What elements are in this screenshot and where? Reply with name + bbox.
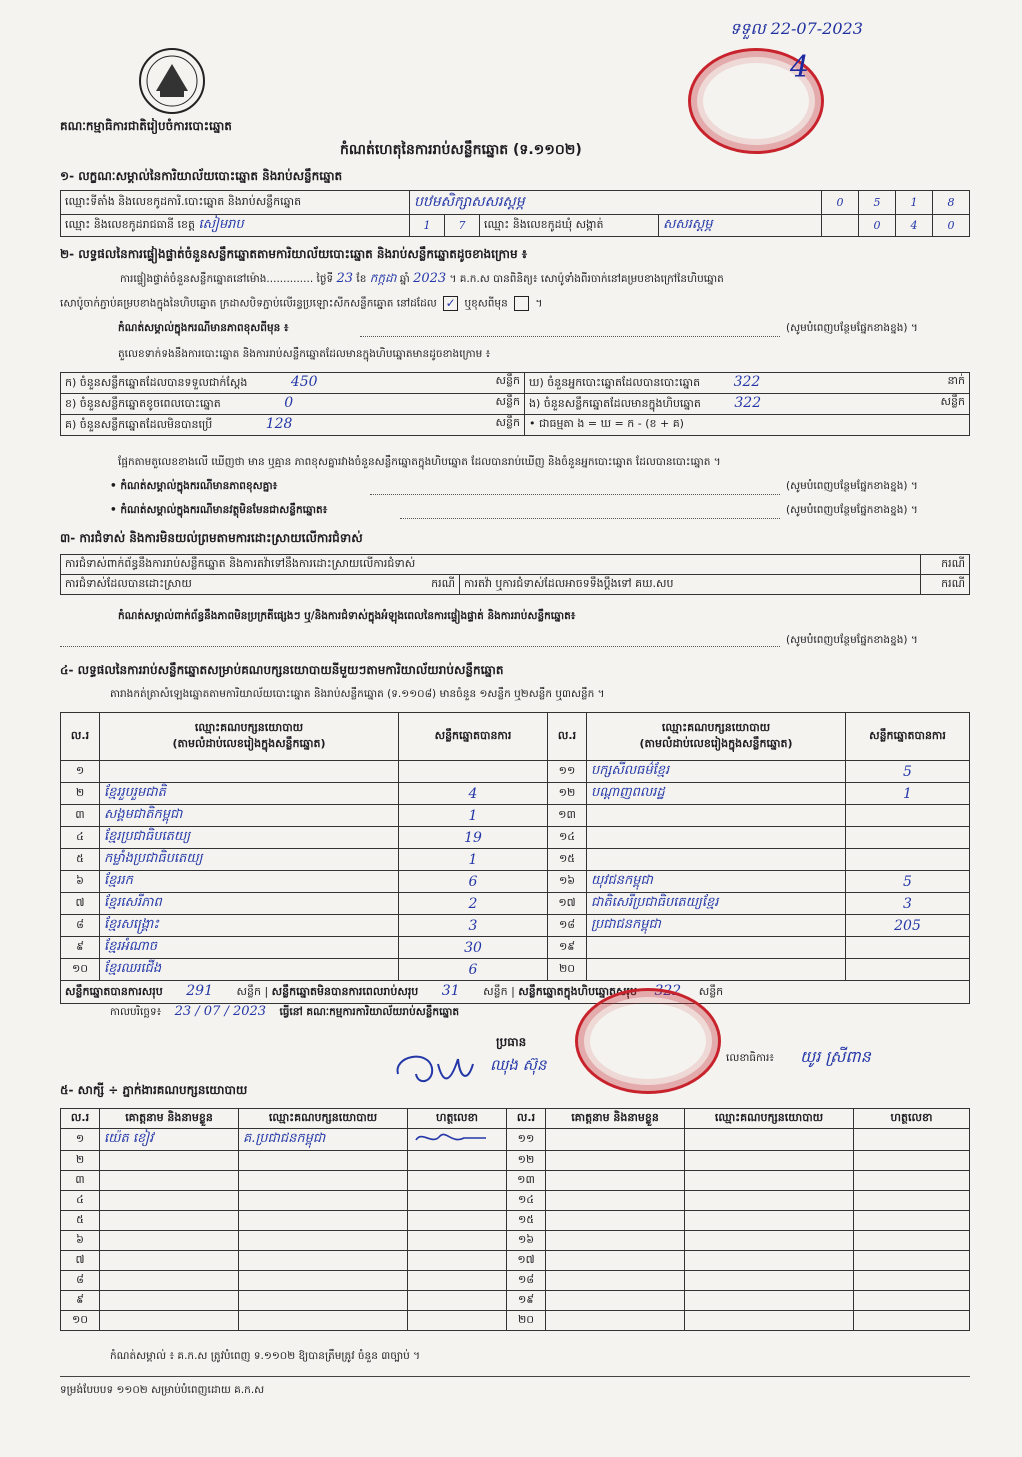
witness-party-2 [685, 1129, 854, 1151]
commune-code-digit: 0 [933, 215, 970, 237]
code-digit: 5 [859, 191, 896, 215]
month-label: ខែ [356, 273, 367, 285]
section5-heading: ៥- សាក្សី ÷ ភ្នាក់ងារគណបក្សនយោបាយ [60, 1083, 248, 1097]
witness-party [239, 1271, 408, 1291]
count-b-unit: សន្លឹក [495, 395, 520, 408]
witness-name [100, 1291, 239, 1311]
party-votes-2 [846, 959, 970, 981]
count-e-label: ង) ចំនួនសន្លឹកឆ្នោតដែលមានក្នុងហិបឆ្នោត [529, 397, 701, 410]
witness-no-2: ១៨ [507, 1271, 546, 1291]
witness-party-2 [685, 1151, 854, 1171]
party-name: ខ្មែរអំណាច [100, 937, 399, 959]
party-votes-2 [846, 937, 970, 959]
witness-signature [408, 1151, 507, 1171]
nec-logo-icon [136, 46, 208, 116]
results-row [61, 805, 970, 827]
w-col-no-2: ល.រ [507, 1109, 546, 1129]
witness-no: ៧ [61, 1251, 100, 1271]
code-digit: 8 [933, 191, 970, 215]
total-valid-unit: សន្លឹក [236, 985, 261, 998]
year-label: ឆ្នាំ [399, 273, 410, 285]
party-votes-2: 5 [846, 761, 970, 783]
witness-name [100, 1231, 239, 1251]
party-name: ខ្មែរប្រជាធិបតេយ្យ [100, 827, 399, 849]
witness-row [61, 1291, 970, 1311]
resolved-case: ករណី [431, 576, 455, 590]
col-party-text-2: ឈ្មោះគណបក្សនយោបាយ [661, 720, 771, 734]
witness-signature [408, 1271, 507, 1291]
witness-no-2: ១៩ [507, 1291, 546, 1311]
witness-table [60, 1108, 970, 1331]
witness-name-2 [546, 1211, 685, 1231]
results-row [61, 783, 970, 805]
party-name: ខ្មែរឈរជើង [100, 959, 399, 981]
witness-signature [408, 1231, 507, 1251]
party-votes: 1 [399, 805, 548, 827]
row-no-2: ១១ [548, 761, 587, 783]
witness-name: យ៉េត ខៀវ [100, 1129, 239, 1151]
row-no: ៤ [61, 827, 100, 849]
col-votes: សន្លឹកឆ្នោតបានការ [399, 713, 548, 761]
date-label: កាលបរិច្ឆេទ៖ [110, 1006, 162, 1018]
party-votes: 6 [399, 871, 548, 893]
row-no-2: ១៥ [548, 849, 587, 871]
section3-note: កំណត់សម្គាល់ពាក់ព័ន្ធនឹងភាពមិនប្រក្រតីផ្សេងៗ ឬ/និងការជំទាស់ក្នុងអំឡុងពេលនៃការផ្ទៀងផ្ទាត់ និងការរាប់សន្លឹកឆ្នោត៖ [118, 610, 576, 622]
witness-name-2 [546, 1151, 685, 1171]
row-no: ៣ [61, 805, 100, 827]
witness-party-2 [685, 1191, 854, 1211]
official-seal-bottom [575, 988, 721, 1094]
total-box-unit: សន្លឹក [698, 985, 724, 998]
results-row [61, 871, 970, 893]
witness-signature-2 [854, 1171, 970, 1191]
col-votes-2: សន្លឹកឆ្នោតបានការ [846, 713, 970, 761]
witness-signature-2 [854, 1211, 970, 1231]
witness-signature-2 [854, 1251, 970, 1271]
party-name-2: ប្រជាជនកម្ពុជា [587, 915, 846, 937]
counts-table [60, 372, 970, 436]
witness-signature [408, 1291, 507, 1311]
witness-row [61, 1251, 970, 1271]
witness-signature [408, 1311, 507, 1331]
w-col-party: ឈ្មោះគណបក្សនយោបាយ [239, 1109, 408, 1129]
total-invalid-value: 31 [441, 983, 460, 999]
results-row [61, 827, 970, 849]
witness-signature-icon [412, 1130, 492, 1146]
witness-party-2 [685, 1231, 854, 1251]
total-invalid-label: សន្លឹកឆ្នោតមិនបានការពេលរាប់សរុប [271, 985, 419, 998]
witness-no: ១ [61, 1129, 100, 1151]
code-digit: 1 [896, 191, 933, 215]
party-name-2: យុវជនកម្ពុជា [587, 871, 846, 893]
count-e-value: 322 [734, 395, 762, 411]
count-e-unit: សន្លឹក [940, 395, 965, 408]
row-no-2: ១៦ [548, 871, 587, 893]
location-name: បឋមសិក្សាសសរស្តម្ភ [410, 191, 822, 215]
appeal-case: ករណី [921, 575, 970, 595]
count-row-e [525, 394, 970, 415]
witness-party [239, 1171, 408, 1191]
province-name: សៀមរាប [198, 217, 244, 232]
party-votes: 6 [399, 959, 548, 981]
province-label [61, 215, 410, 237]
witness-party-2 [685, 1251, 854, 1271]
witness-signature-2 [854, 1231, 970, 1251]
witness-row [61, 1171, 970, 1191]
resolved-label: ការជំទាស់ដែលបានដោះស្រាយ [65, 576, 192, 590]
party-votes: 3 [399, 915, 548, 937]
section4-intro: តារាងកត់ត្រាសំឡេងឆ្នោតតាមការិយាល័យបោះឆ្នោត និងរាប់សន្លឹកឆ្នោត (ទ.១១០៨) មានចំនួន ១សន្លឹក ឬ២សន្លឹក ឬ៣សន្លឹក ។ [110, 688, 605, 700]
objections-case: ករណី [921, 555, 970, 575]
col-party-text: ឈ្មោះគណបក្សនយោបាយ [194, 720, 304, 734]
witness-no: ៩ [61, 1291, 100, 1311]
form-title: កំណត់ហេតុនៃការរាប់សន្លឹកឆ្នោត (ទ.១១០២) [340, 142, 582, 158]
witness-name [100, 1151, 239, 1171]
witness-no: ២ [61, 1151, 100, 1171]
witness-party [239, 1251, 408, 1271]
witness-name-2 [546, 1129, 685, 1151]
witness-no-2: ១៤ [507, 1191, 546, 1211]
party-name-2 [587, 849, 846, 871]
party-votes-2 [846, 849, 970, 871]
fill-hint-2: (សូមបំពេញបន្ថែមផ្នែកខាងខ្នង) ។ [786, 480, 918, 492]
total-valid-label: សន្លឹកឆ្នោតបានការសរុប [65, 985, 163, 998]
witness-row [61, 1211, 970, 1231]
witness-signature-2 [854, 1311, 970, 1331]
party-votes-2: 205 [846, 915, 970, 937]
witness-party-2 [685, 1171, 854, 1191]
verification-text: ការផ្ទៀងផ្ទាត់ចំនួនសន្លឹកឆ្នោតនៅម៉ោង.............. ថ្ងៃទី [120, 273, 334, 285]
witness-row [61, 1129, 970, 1151]
witness-party [239, 1291, 408, 1311]
party-name: ខ្មែររួបរួមជាតិ [100, 783, 399, 805]
verification-text-end: ។ គ.ក.ស បានពិនិត្យ៖ សោប៉ូទាំងពីរចាក់នៅគម្របខាងក្រៅនៃហិបឆ្នោត [449, 273, 724, 285]
row-no: ៩ [61, 937, 100, 959]
count-b-value: 0 [284, 395, 294, 411]
location-label: ឈ្មោះទីតាំង និងលេខកូដការិ.បោះឆ្នោត និងរាប់សន្លឹកឆ្នោត [61, 191, 410, 215]
party-votes: 30 [399, 937, 548, 959]
witness-party-2 [685, 1311, 854, 1331]
chair-signature-icon [388, 1044, 578, 1100]
witness-name-2 [546, 1171, 685, 1191]
witness-row [61, 1231, 970, 1251]
w-col-sign-2: ហត្ថលេខា [854, 1109, 970, 1129]
party-name-2 [587, 959, 846, 981]
witness-no: ៦ [61, 1231, 100, 1251]
party-votes-2: 5 [846, 871, 970, 893]
witness-no-2: ១៣ [507, 1171, 546, 1191]
received-note: ទទួល 22-07-2023 [730, 19, 863, 38]
row-no: ១ [61, 761, 100, 783]
section2-heading: ២- លទ្ធផលនៃការផ្ទៀងផ្ទាត់ចំនួនសន្លឹកឆ្នោតតាមការិយាល័យបោះឆ្នោត និងរាប់សន្លឹកឆ្នោតដូចខាងក្រោម ៖ [60, 247, 528, 261]
w-col-party-2: ឈ្មោះគណបក្សនយោបាយ [685, 1109, 854, 1129]
witness-name [100, 1211, 239, 1231]
counts-intro: តួលេខទាក់ទងនឹងការបោះឆ្នោត និងការរាប់សន្លឹកឆ្នោតដែលមានក្នុងហិបឆ្នោតមានដូចខាងក្រោម ៖ [118, 348, 491, 360]
row-no: ៥ [61, 849, 100, 871]
committee-label: ធ្វើនៅ គណៈកម្មការការិយាល័យរាប់សន្លឹកឆ្នោត [279, 1006, 460, 1018]
party-votes-2: 3 [846, 893, 970, 915]
row-no-2: ១៨ [548, 915, 587, 937]
witness-name-2 [546, 1291, 685, 1311]
date-value: 23 / 07 / 2023 [174, 1004, 267, 1019]
commune-name: សសរស្តម្ភ [659, 215, 822, 237]
total-valid-value: 291 [186, 983, 213, 999]
results-row [61, 893, 970, 915]
party-name: សង្គមជាតិកម្ពុជា [100, 805, 399, 827]
row-no: ៨ [61, 915, 100, 937]
party-name: ខ្មែរសង្គ្រោះ [100, 915, 399, 937]
party-votes: 1 [399, 849, 548, 871]
count-a-label: ក) ចំនួនសន្លឹកឆ្នោតដែលបានទទួលជាក់ស្តែង [65, 376, 248, 389]
col-party-2 [587, 713, 846, 761]
row-no-2: ១៤ [548, 827, 587, 849]
count-row-a [61, 373, 525, 394]
count-d-unit: នាក់ [947, 374, 965, 387]
fill-hint: (សូមបំពេញបន្ថែមផ្នែកខាងខ្នង) ។ [786, 322, 918, 334]
count-c-value: 128 [265, 416, 293, 432]
witness-signature [408, 1171, 507, 1191]
witness-name [100, 1251, 239, 1271]
note2-label: • កំណត់សម្គាល់ក្នុងករណីមានភាពខុសគ្នា៖ [110, 480, 278, 492]
w-col-name-2: គោត្តនាម និងនាមខ្លួន [546, 1109, 685, 1129]
party-name-2 [587, 827, 846, 849]
witness-name [100, 1171, 239, 1191]
date-line [110, 1004, 459, 1021]
witness-signature-2 [854, 1291, 970, 1311]
stamp-number: 4 [790, 50, 810, 85]
note3-label: • កំណត់សម្គាល់ក្នុងករណីមានវត្ថុមិនមែនជាសន្លឹកឆ្នោត៖ [110, 504, 328, 516]
party-votes: 4 [399, 783, 548, 805]
row-no: ១០ [61, 959, 100, 981]
witness-signature [408, 1211, 507, 1231]
count-b-label: ខ) ចំនួនសន្លឹកឆ្នោតខូចពេលបោះឆ្នោត [65, 397, 221, 410]
witness-party [239, 1151, 408, 1171]
province-code-digit: 7 [445, 215, 480, 237]
col-party [100, 713, 399, 761]
secretary-label: លេខាធិការ៖ [726, 1052, 774, 1064]
party-name-2: បណ្តាញពលរដ្ឋ [587, 783, 846, 805]
count-row-d [525, 373, 970, 394]
col-party-sub-2: (តាមលំដាប់លេខរៀងក្នុងសន្លឹកឆ្នោត) [639, 736, 793, 750]
province-label-text: ឈ្មោះ និងលេខកូដរាជធានី ខេត្ត [65, 218, 195, 231]
footnote: កំណត់សម្គាល់ ៖ គ.ក.ស ត្រូវបំពេញ ទ.១១០២ ឱ្យបានត្រឹមត្រូវ ចំនួន ៣ច្បាប់ ។ [110, 1350, 421, 1362]
witness-party-2 [685, 1271, 854, 1291]
party-name-2 [587, 937, 846, 959]
witness-party [239, 1231, 408, 1251]
witness-name [100, 1191, 239, 1211]
seal-status-text: សោប៉ូចាក់ភ្ជាប់គម្របខាងក្នុងនៃហិបឆ្នោត ក្រដាសបិទភ្ជាប់លើរន្ធប្រឡោះសីកសន្លឹកឆ្នោត នៅដដែល [60, 297, 437, 310]
verification-day: 23 [336, 271, 354, 286]
changed-label: ឬខុសពីមុន [464, 297, 508, 310]
witness-no: ១០ [61, 1311, 100, 1331]
count-c-label: គ) ចំនួនសន្លឹកឆ្នោតដែលមិនបានប្រើ [65, 418, 213, 431]
count-a-value: 450 [290, 374, 318, 390]
appeal-row: ការតវ៉ា ឬការជំទាស់ដែលអាចទទឹងប្តឹងទៅ គឃ.សប [460, 575, 921, 595]
count-a-unit: សន្លឹក [495, 374, 520, 387]
results-row [61, 915, 970, 937]
party-name-2: បក្សសីលធម៌ខ្មែរ [587, 761, 846, 783]
chair-label: ប្រធាន [496, 1035, 527, 1049]
section1-heading: ១- លក្ខណៈសម្គាល់នៃការិយាល័យបោះឆ្នោត និងរាប់សន្លឹកឆ្នោត [60, 169, 343, 183]
row-no: ៦ [61, 871, 100, 893]
row-no: ២ [61, 783, 100, 805]
party-votes-2: 1 [846, 783, 970, 805]
party-name: ខ្មែរសេរីភាព [100, 893, 399, 915]
witness-name [100, 1271, 239, 1291]
commune-code-digit: 4 [896, 215, 933, 237]
witness-no-2: ១១ [507, 1129, 546, 1151]
commune-code-digit: 0 [859, 215, 896, 237]
total-invalid-unit: សន្លឹក [483, 985, 508, 998]
witness-no-2: ១២ [507, 1151, 546, 1171]
witness-signature [408, 1129, 507, 1151]
w-col-no: ល.រ [61, 1109, 100, 1129]
fill-hint-4: (សូមបំពេញបន្ថែមផ្នែកខាងខ្នង) ។ [786, 634, 918, 646]
row-no-2: ១៧ [548, 893, 587, 915]
witness-party [239, 1211, 408, 1231]
party-votes [399, 761, 548, 783]
witness-no-2: ២០ [507, 1311, 546, 1331]
form-footer: ទម្រង់បែបបទ ១១០២ សម្រាប់បំពេញដោយ គ.ក.ស [60, 1384, 265, 1396]
party-name: កម្លាំងប្រជាធិបតេយ្យ [100, 849, 399, 871]
seal-status-line: សោប៉ូចាក់ភ្ជាប់គម្របខាងក្នុងនៃហិបឆ្នោត ក្រដាសបិទភ្ជាប់លើរន្ធប្រឡោះសីកសន្លឹកឆ្នោត នៅដដែល ✓ ឬខុសពីមុន ។ [60, 296, 543, 310]
witness-row [61, 1151, 970, 1171]
witness-no-2: ១៦ [507, 1231, 546, 1251]
location-table [60, 190, 970, 237]
total-box-label: សន្លឹកឆ្នោតក្នុងហិបឆ្នោតសរុប [518, 985, 637, 998]
party-name-2 [587, 805, 846, 827]
witness-name-2 [546, 1191, 685, 1211]
fill-hint-3: (សូមបំពេញបន្ថែមផ្នែកខាងខ្នង) ។ [786, 504, 918, 516]
witness-party [239, 1311, 408, 1331]
party-votes-2 [846, 827, 970, 849]
witness-name-2 [546, 1251, 685, 1271]
row-no-2: ២០ [548, 959, 587, 981]
changed-checkbox[interactable] [514, 296, 529, 311]
results-row [61, 849, 970, 871]
witness-party-2 [685, 1211, 854, 1231]
count-c-unit: សន្លឹក [495, 416, 520, 429]
witness-name-2 [546, 1311, 685, 1331]
witness-row [61, 1191, 970, 1211]
witness-row [61, 1311, 970, 1331]
w-col-sign: ហត្ថលេខា [408, 1109, 507, 1129]
results-row [61, 761, 970, 783]
party-votes: 19 [399, 827, 548, 849]
row-no-2: ១៩ [548, 937, 587, 959]
total-box-value: 322 [654, 983, 682, 999]
party-name [100, 761, 399, 783]
results-row [61, 959, 970, 981]
col-no: ល.រ [61, 713, 100, 761]
witness-party [239, 1191, 408, 1211]
unchanged-checkbox[interactable]: ✓ [443, 296, 458, 311]
resolved-row [61, 575, 460, 595]
witness-no: ៤ [61, 1191, 100, 1211]
witness-party: គ.ប្រជាជនកម្ពុជា [239, 1129, 408, 1151]
verification-line [120, 270, 980, 288]
witness-signature-2 [854, 1151, 970, 1171]
secretary-name: យូរ ស្រីពាន [800, 1047, 871, 1066]
witness-signature-2 [854, 1129, 970, 1151]
totals-row: សន្លឹកឆ្នោតបានការសរុប 291 សន្លឹក | សន្លឹកឆ្នោតមិនបានការពេលរាប់សរុប 31 សន្លឹក | សន្លឹកឆ្នោតក្នុងហិបឆ្នោតសរុប 322 សន្លឹក [61, 981, 970, 1004]
witness-party-2 [685, 1291, 854, 1311]
witness-signature [408, 1251, 507, 1271]
org-name: គណៈកម្មាធិការជាតិរៀបចំការបោះឆ្នោត [60, 119, 232, 133]
party-votes-2 [846, 805, 970, 827]
compare-line: ផ្អែកតាមតួលេខខាងលើ ឃើញថា មាន ឬគ្មាន ភាពខុសគ្នារវាងចំនួនសន្លឹកឆ្នោតក្នុងហិបឆ្នោត ដែលបានរាប់ឃើញ និងចំនួនអ្នកបោះឆ្នោត ដែលបានបោះឆ្នោត ។ [118, 456, 721, 468]
party-name: ខ្មែររក [100, 871, 399, 893]
verification-month: កក្កដា [369, 271, 397, 285]
witness-signature-2 [854, 1271, 970, 1291]
row-no: ៧ [61, 893, 100, 915]
col-party-sub: (តាមលំដាប់លេខរៀងក្នុងសន្លឹកឆ្នោត) [172, 736, 326, 750]
witness-signature-2 [854, 1191, 970, 1211]
col-no-2: ល.រ [548, 713, 587, 761]
results-row [61, 937, 970, 959]
verification-year: 2023 [413, 271, 447, 286]
count-row-c [61, 415, 525, 436]
objections-table [60, 554, 970, 595]
witness-no-2: ១៧ [507, 1251, 546, 1271]
count-row-b [61, 394, 525, 415]
count-d-value: 322 [733, 374, 761, 390]
witness-name [100, 1311, 239, 1331]
witness-no: ៨ [61, 1271, 100, 1291]
chair-name: ឈុង ស៊ុន [490, 1056, 547, 1074]
section4-heading: ៤- លទ្ធផលនៃការរាប់សន្លឹកឆ្នោតសម្រាប់គណបក្សនយោបាយនីមួយៗតាមការិយាល័យរាប់សន្លឹកឆ្នោត [60, 663, 504, 677]
party-name-2: ជាតិសេរីប្រជាធិបតេយ្យខ្មែរ [587, 893, 846, 915]
party-votes: 2 [399, 893, 548, 915]
witness-signature [408, 1191, 507, 1211]
results-table [60, 712, 970, 1004]
province-code-digit: 1 [410, 215, 445, 237]
w-col-name: គោត្តនាម និងនាមខ្លួន [100, 1109, 239, 1129]
witness-row [61, 1271, 970, 1291]
witness-no: ៣ [61, 1171, 100, 1191]
row-no-2: ១៣ [548, 805, 587, 827]
witness-no: ៥ [61, 1211, 100, 1231]
witness-name-2 [546, 1231, 685, 1251]
commune-label: ឈ្មោះ និងលេខកូដឃុំ សង្កាត់ [480, 215, 659, 237]
row-no-2: ១២ [548, 783, 587, 805]
witness-name-2 [546, 1271, 685, 1291]
formula: • ជាធម្មតា ង = ឃ = ក - (ខ + គ) [525, 415, 970, 436]
section3-heading: ៣- ការជំទាស់ និងការមិនយល់ព្រមតាមការដោះស្រាយលើការជំទាស់ [60, 531, 363, 545]
note1-label: កំណត់សម្គាល់ក្នុងករណីមានភាពខុសពីមុន ៖ [118, 322, 289, 334]
count-d-label: ឃ) ចំនួនអ្នកបោះឆ្នោតដែលបានបោះឆ្នោត [529, 376, 701, 389]
objections-row1: ការជំទាស់ពាក់ព័ន្ធនឹងការរាប់សន្លឹកឆ្នោត និងការតវ៉ាទៅនឹងការដោះស្រាយលើការជំទាស់ [61, 555, 921, 575]
code-digit: 0 [822, 191, 859, 215]
witness-no-2: ១៥ [507, 1211, 546, 1231]
